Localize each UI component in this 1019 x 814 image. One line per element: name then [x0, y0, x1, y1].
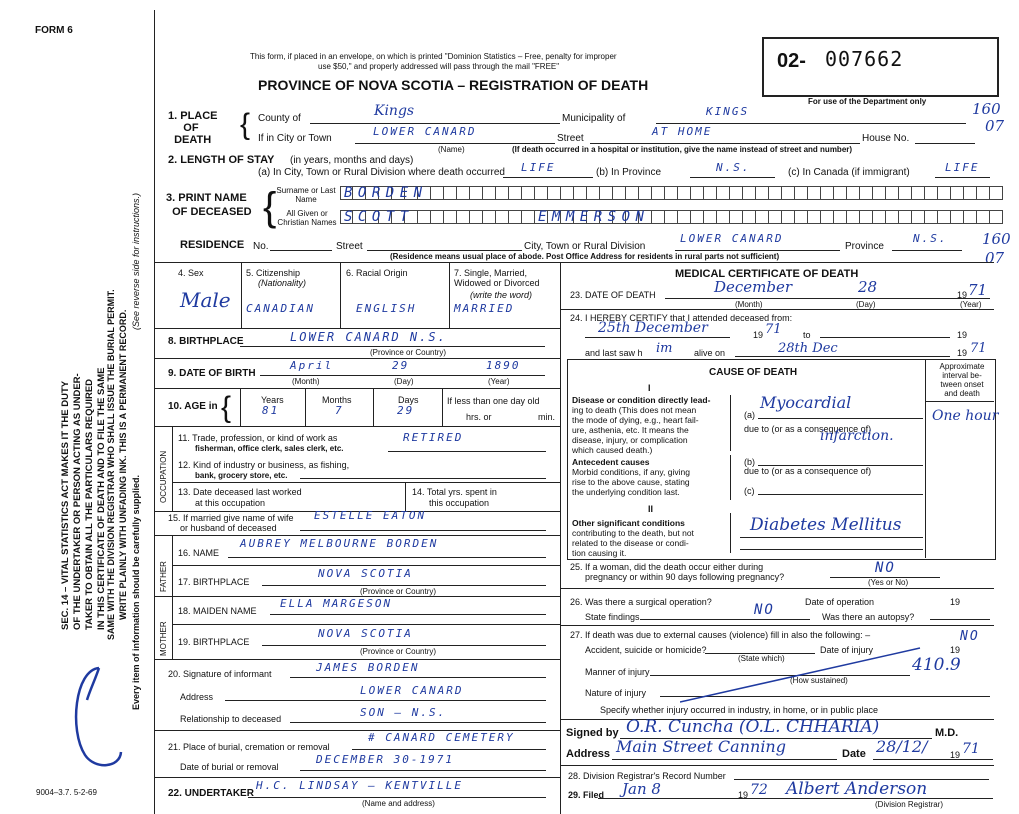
signed-by-value: O.R. Cuncha (O.L. CHHARIA) — [626, 717, 880, 737]
age-years-value: 81 — [262, 404, 280, 417]
county-label: County of — [258, 113, 301, 124]
mother-birthplace-label: 19. BIRTHPLACE — [178, 637, 250, 647]
stay-c-label: (c) In Canada (if immigrant) — [788, 167, 910, 178]
burial-label: 21. Place of burial, cremation or removal — [168, 742, 330, 752]
attended-label: 24. I HEREBY CERTIFY that I attended deceased from: — [570, 313, 793, 323]
citizenship-label: 5. Citizenship — [246, 268, 301, 278]
burial-date-value: DECEMBER 30-1971 — [316, 753, 454, 766]
residence-city-value: LOWER CANARD — [680, 232, 784, 245]
medical-heading: MEDICAL CERTIFICATE OF DEATH — [675, 268, 859, 280]
burial-date-label: Date of burial or removal — [180, 762, 279, 772]
occ-12-sub: bank, grocery store, etc. — [195, 471, 288, 480]
street-value: AT HOME — [652, 125, 713, 138]
age-months-value: 7 — [335, 404, 344, 417]
death-day-caption: (Day) — [856, 300, 876, 309]
occ-11-value: RETIRED — [403, 431, 464, 444]
cause-a-label: (a) — [744, 410, 755, 420]
father-birthplace-label: 17. BIRTHPLACE — [178, 577, 250, 587]
attended-from-year: 71 — [765, 322, 782, 337]
margin-code-2b: 07 — [985, 249, 1005, 267]
occ-13-label: 13. Date deceased last worked — [178, 487, 302, 497]
stay-c-value: LIFE — [945, 161, 980, 174]
spouse-label: 15. If married give name of wife — [168, 513, 294, 523]
residence-no-label: No. — [253, 241, 269, 252]
alive-on-value: 28th Dec — [778, 341, 838, 356]
death-date-year: 71 — [968, 281, 988, 299]
other-conditions-text: Other significant conditions contributing to the death, but not related to the disease or condi- tion causing it. — [572, 518, 694, 558]
cause-a-value: Myocardial — [760, 393, 852, 412]
interval-value: One hour — [932, 408, 999, 424]
cert-date-value: 28/12/ — [876, 737, 928, 756]
filed-year: 72 — [750, 782, 768, 798]
margin-line-2: OF THE UNDERTAKER OR PERSON ACTING AS UNDER- — [72, 373, 83, 630]
operation-date-label: Date of operation — [805, 597, 875, 607]
autopsy-label: Was there an autopsy? — [822, 612, 915, 622]
occ-12-label: 12. Kind of industry or business, as fishing, — [178, 460, 350, 470]
section-I: I — [648, 383, 651, 393]
municipality-label: Municipality of — [562, 113, 626, 124]
residence-province-value: N.S. — [913, 232, 948, 245]
mailing-notice-1: This form, if placed in an envelope, on which is printed "Dominion Statistics – Free, penalty for improper — [250, 52, 617, 61]
left-border — [154, 10, 155, 814]
last-seen-label: and last saw h — [585, 348, 643, 358]
marital-label: 7. Single, Married, Widowed or Divorced — [454, 268, 540, 288]
death-year-caption: (Year) — [960, 300, 982, 309]
death-date-day: 28 — [858, 278, 878, 296]
surname-value: BORDEN — [344, 185, 428, 201]
margin-code-1a: 160 — [972, 100, 1001, 118]
registration-number: 007662 — [825, 47, 904, 71]
attended-from: 25th December — [598, 320, 708, 336]
other-conditions-value: Diabetes Mellitus — [750, 515, 902, 535]
city-label: If in City or Town — [258, 133, 332, 144]
undertaker-label: 22. UNDERTAKER — [168, 788, 254, 799]
marital-value: MARRIED — [454, 302, 515, 315]
mother-maiden-label: 18. MAIDEN NAME — [178, 606, 257, 616]
cause-b-due-to: due to (or as a consequence of) — [744, 466, 872, 476]
interval-heading: Approximate interval be- tween onset and death — [939, 362, 985, 398]
nature-label: Nature of injury — [585, 688, 647, 698]
hospital-note: (If death occurred in a hospital or institution, give the name instead of street and number) — [512, 145, 853, 154]
dob-day-caption: (Day) — [394, 377, 414, 386]
mother-side-label: MOTHER — [159, 621, 168, 656]
sex-value: Male — [180, 288, 231, 312]
margin-signature-mark — [65, 660, 135, 780]
accident-label: Accident, suicide or homicide? — [585, 645, 707, 655]
age-days-value: 29 — [397, 404, 415, 417]
how-sustained-caption: (How sustained) — [790, 676, 848, 685]
father-birthplace-value: NOVA SCOTIA — [318, 567, 413, 580]
citizenship-value: CANADIAN — [246, 302, 315, 315]
occ-14-sub: this occupation — [429, 498, 490, 508]
yes-no-caption: (Yes or No) — [868, 578, 909, 587]
mother-birthplace-value: NOVA SCOTIA — [318, 627, 413, 640]
margin-code-2a: 160 — [982, 230, 1011, 248]
form-title: PROVINCE OF NOVA SCOTIA – REGISTRATION OF DEATH — [258, 77, 649, 93]
relationship-label: Relationship to deceased — [180, 714, 282, 724]
cause-b-label: (b) — [744, 457, 755, 467]
informant-label: 20. Signature of informant — [168, 669, 272, 679]
dob-month-caption: (Month) — [292, 377, 320, 386]
surname-cells — [340, 186, 1003, 200]
age-years-label: Years — [261, 395, 284, 405]
form-number: FORM 6 — [35, 25, 73, 36]
stay-b-label: (b) In Province — [596, 167, 662, 178]
father-name-label: 16. NAME — [178, 548, 220, 558]
dob-month: April — [290, 359, 334, 372]
cert-date-year: 71 — [962, 741, 980, 757]
occ-11-sub: fisherman, office clerk, sales clerk, etc. — [195, 444, 344, 453]
specify-label: Specify whether injury occurred in industry, in home, or in public place — [600, 705, 878, 715]
registrar-signature: Albert Anderson — [786, 779, 928, 799]
occ-11-label: 11. Trade, profession, or kind of work as — [178, 433, 338, 443]
birthplace-value: LOWER CANARD N.S. — [290, 330, 447, 344]
informant-value: JAMES BORDEN — [316, 661, 420, 674]
registration-prefix: 02- — [777, 50, 806, 72]
attended-year-prefix: 19 — [753, 330, 764, 340]
mother-prov-caption: (Province or Country) — [360, 647, 437, 656]
external-no-value: NO — [960, 629, 980, 644]
occ-14-label: 14. Total yrs. spent in — [412, 487, 497, 497]
pregnancy-value: NO — [875, 560, 896, 576]
residence-city-label: City, Town or Rural Division — [524, 241, 646, 252]
mother-maiden-value: ELLA MARGESON — [280, 597, 393, 610]
undertaker-value: H.C. LINDSAY – KENTVILLE — [256, 779, 463, 792]
racial-value: ENGLISH — [356, 302, 417, 315]
occupation-side-label: OCCUPATION — [159, 450, 168, 503]
death-date-month: December — [714, 278, 793, 296]
cause-c-label: (c) — [744, 486, 755, 496]
manner-label: Manner of injury — [585, 667, 650, 677]
occ-13-sub: at this occupation — [195, 498, 266, 508]
signed-by-label: Signed by — [566, 727, 619, 739]
antecedent-text: Antecedent causes Morbid conditions, if any, giving rise to the above cause, stating the underlying condition last. — [572, 457, 690, 497]
filed-value: Jan 8 — [622, 780, 661, 798]
given-label: All Given or Christian Names — [277, 209, 337, 227]
pregnancy-label: 25. If a woman, did the death occur either during — [570, 562, 764, 572]
registrar-caption: (Division Registrar) — [875, 800, 944, 809]
house-label: House No. — [862, 133, 910, 144]
father-name-value: AUBREY MELBOURNE BORDEN — [240, 537, 439, 550]
attended-to-year-prefix: 19 — [957, 330, 968, 340]
margin-line-3: TAKER TO OBTAIN ALL THE PARTICULARS REQUIRED — [84, 378, 95, 630]
racial-label: 6. Racial Origin — [346, 268, 408, 278]
informant-address-label: Address — [180, 692, 214, 702]
dob-day: 29 — [392, 359, 410, 372]
cause-heading: CAUSE OF DEATH — [709, 367, 798, 378]
injury-year-prefix: 19 — [950, 645, 961, 655]
relationship-value: SON – N.S. — [360, 706, 447, 719]
margin-code-1b: 07 — [985, 117, 1005, 135]
informant-address-value: LOWER CANARD — [360, 684, 464, 697]
spouse-value: ESTELLE EATON — [314, 509, 427, 522]
name-brace: { — [263, 185, 277, 229]
birthplace-caption: (Province or Country) — [370, 348, 447, 357]
burial-value: # CANARD CEMETERY — [368, 731, 515, 744]
death-month-caption: (Month) — [735, 300, 763, 309]
margin-line-1: SEC. 14 – VITAL STATISTICS ACT MAKES IT THE DUTY — [60, 380, 71, 630]
residence-note: (Residence means usual place of abode. Post Office Address for residents in rural parts not sufficient) — [390, 252, 780, 261]
md-label: M.D. — [935, 727, 959, 739]
margin-line-8: Every item of information should be carefully supplied. — [131, 474, 141, 710]
marital-sub: (write the word) — [470, 290, 533, 300]
cert-year-prefix: 19 — [950, 750, 961, 760]
stay-sub: (in years, months and days) — [290, 155, 414, 166]
margin-line-5: SAME WITH THE DIVISION REGISTRAR WHO SHALL ISSUE THE BURIAL PERMIT. — [106, 289, 116, 640]
external-code-value: 410.9 — [912, 655, 961, 675]
physician-address-value: Main Street Canning — [616, 737, 786, 756]
age-months-label: Months — [322, 395, 352, 405]
stay-a-label: (a) In City, Town or Rural Division where death occurred — [258, 167, 505, 178]
under-day-label: If less than one day old — [447, 396, 540, 406]
given-value-2: EMMERSON — [538, 209, 650, 225]
citizenship-sub: (Nationality) — [258, 278, 307, 288]
residence-province-label: Province — [845, 241, 884, 252]
dob-label: 9. DATE OF BIRTH — [168, 368, 256, 379]
given-cells — [340, 210, 1003, 224]
margin-line-7: (See reverse side for instructions.) — [131, 192, 141, 330]
record-number-label: 28. Division Registrar's Record Number — [568, 771, 726, 781]
given-value-1: SCOTT — [344, 209, 414, 225]
place-label: 1. PLACE OF DEATH — [168, 110, 218, 146]
filed-label: 29. Filed — [568, 790, 605, 800]
cert-date-label: Date — [842, 748, 866, 760]
stay-a-value: LIFE — [521, 161, 556, 174]
cause-a-value-2: infarction. — [820, 428, 894, 444]
surgery-value: NO — [754, 602, 775, 618]
father-side-label: FATHER — [159, 561, 168, 592]
disease-text: Disease or condition directly lead- ing to death (This does not mean the mode of dying, e.g., heart fail- ure, asthenia, etc. It means the disease, injury, or complication which caused death.) — [572, 395, 711, 455]
external-causes-label: 27. If death was due to external causes (violence) fill in also the following: – — [570, 630, 871, 640]
dob-year: 1890 — [486, 359, 521, 372]
hrs-label: hrs. or — [466, 412, 492, 422]
birthplace-label: 8. BIRTHPLACE — [168, 336, 244, 347]
spouse-sub: or husband of deceased — [180, 523, 277, 533]
operation-year-prefix: 19 — [950, 597, 961, 607]
residence-label: RESIDENCE — [180, 239, 245, 251]
pregnancy-sub: pregnancy or within 90 days following pregnancy? — [585, 572, 785, 582]
name-caption: (Name) — [438, 145, 465, 154]
dob-year-caption: (Year) — [488, 377, 510, 386]
stay-b-value: N.S. — [716, 161, 751, 174]
strike-line — [680, 640, 930, 710]
street-label: Street — [557, 133, 584, 144]
form-code: 9004–3.7. 5-2-69 — [36, 788, 97, 797]
undertaker-caption: (Name and address) — [362, 799, 435, 808]
cause-a-due-to: due to (or as a consequence of) — [744, 424, 872, 434]
margin-line-6: WRITE PLAINLY WITH UNFADING INK. THIS IS A PERMANENT RECORD. — [118, 309, 128, 620]
physician-address-label: Address — [566, 748, 611, 760]
min-label: min. — [538, 412, 556, 422]
municipality-value: KINGS — [706, 105, 750, 118]
section-II: II — [648, 504, 654, 514]
age-label: 10. AGE in — [168, 401, 218, 412]
name-label: 3. PRINT NAME OF DECEASED — [166, 192, 252, 218]
state-which-caption: (State which) — [738, 654, 785, 663]
death-date-label: 23. DATE OF DEATH — [570, 290, 656, 300]
filed-year-prefix: 19 — [738, 790, 749, 800]
alive-year: 71 — [970, 341, 987, 356]
residence-street-label: Street — [336, 241, 363, 252]
surgery-label: 26. Was there a surgical operation? — [570, 597, 712, 607]
mailing-notice-2: use $50," and properly addressed will pass through the mail "FREE" — [318, 62, 560, 71]
sex-label: 4. Sex — [178, 268, 204, 278]
attended-to-label: to — [803, 330, 811, 340]
state-findings-label: State findings — [585, 612, 640, 622]
county-value: Kings — [374, 103, 415, 119]
death-date-year-prefix: 19 — [957, 290, 968, 300]
alive-on-label: alive on — [694, 348, 726, 358]
surname-label: Surname or Last Name — [276, 186, 336, 204]
alive-year-prefix: 19 — [957, 348, 968, 358]
last-seen-value: im — [656, 341, 673, 356]
father-prov-caption: (Province or Country) — [360, 587, 437, 596]
city-value: LOWER CANARD — [373, 125, 477, 138]
department-use-note: For use of the Department only — [808, 97, 927, 106]
injury-date-label: Date of injury — [820, 645, 874, 655]
place-brace: { — [240, 108, 251, 141]
stay-label: 2. LENGTH OF STAY — [168, 154, 275, 166]
age-days-label: Days — [398, 395, 419, 405]
margin-line-4: IN THIS CERTIFICATE OF DEATH AND TO FILE THE SAME — [96, 367, 107, 630]
